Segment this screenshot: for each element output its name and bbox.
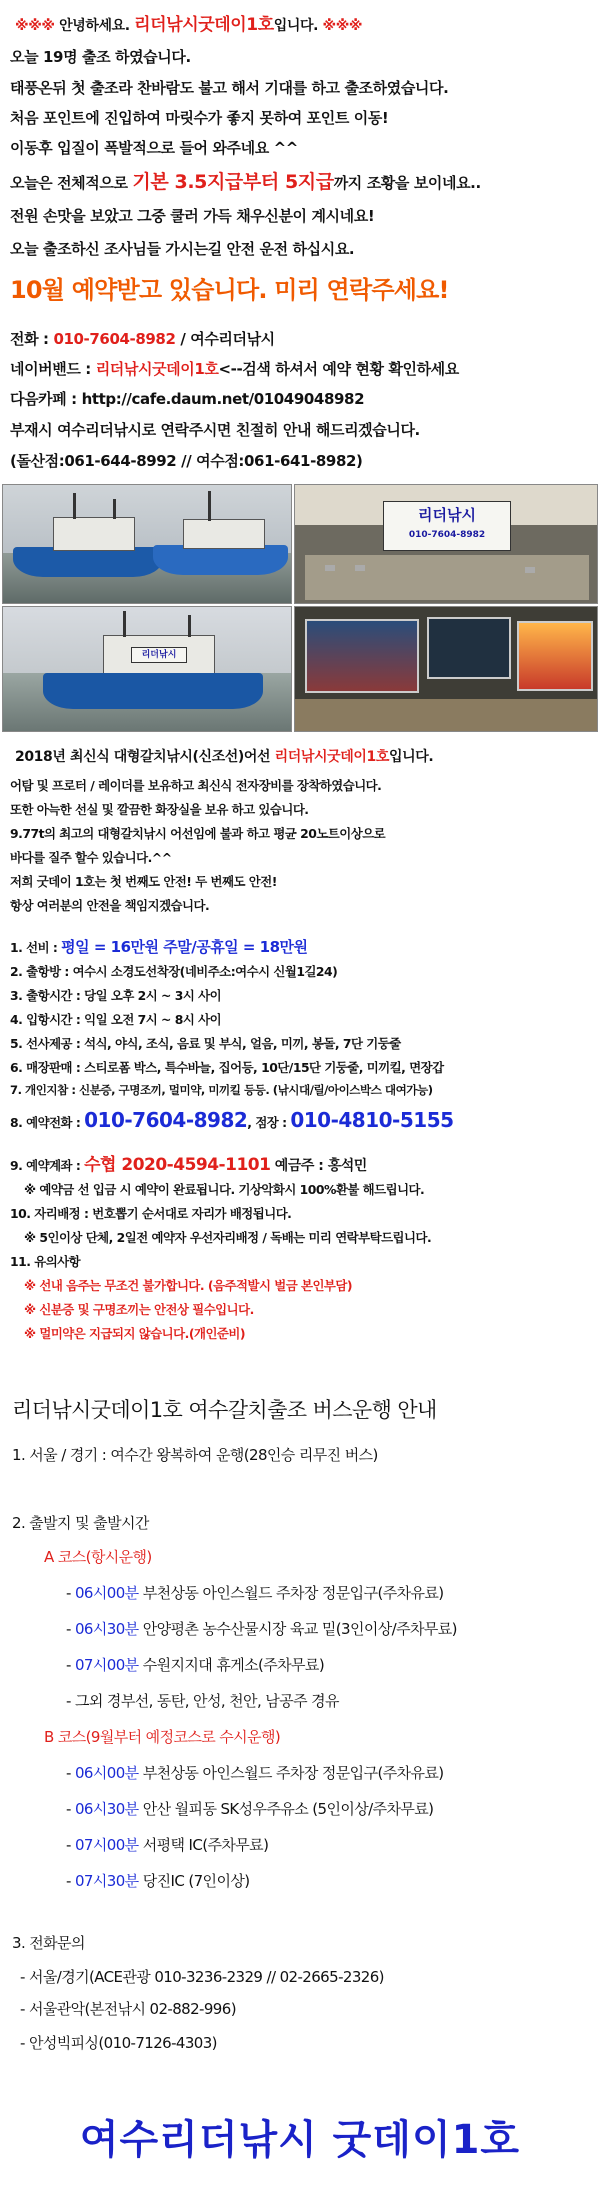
info-departure-time: 3. 출항시간 : 당일 오후 2시 ~ 3시 사이 [10, 988, 222, 1003]
course-b: B 코스(9월부터 예정코스로 수시운행) [44, 1728, 281, 1746]
report-line-6: 전원 손맛을 보았고 그중 쿨러 가득 채우신분이 계시네요! [10, 207, 375, 225]
b-stop-3-place: 서평택 IC(주차무료) [138, 1836, 269, 1854]
b-stop-2-time: 06시30분 [74, 1800, 139, 1818]
boat-dock-sign: 리더낚시 [131, 647, 187, 663]
report-line-5-pre: 오늘은 전체적으로 [10, 174, 133, 192]
booking-notice: 10월 예약받고 있습니다. 미리 연락주세요! [10, 276, 449, 304]
reserve-store-phone[interactable]: 010-4810-5155 [290, 1108, 454, 1132]
greeting-boat-name: 리더낚시굿데이1호 [134, 15, 274, 35]
intro-title-post: 입니다. [389, 749, 434, 765]
b-stop-3-time: 07시00분 [74, 1836, 139, 1854]
intro-title-pre: 2018년 최신식 대형갈치낚시(신조선)어선 [15, 749, 275, 765]
phone-suffix: / 여수리더낚시 [175, 330, 275, 348]
report-line-3: 처음 포인트에 진입하여 마릿수가 좋지 못하여 포인트 이동! [10, 109, 389, 127]
greeting-line [15, 10, 362, 35]
b-stop-4: - 07시30분 당진IC (7인이상) [66, 1872, 250, 1890]
a-stop-2-place: 안양평촌 농수산물시장 육교 밑(3인이상/주차무료) [138, 1620, 457, 1638]
fee-value: 평일 = 16만원 주말/공휴일 = 18만원 [61, 938, 308, 956]
fee-label: 1. 선비 : [10, 940, 62, 955]
photo-bridge-electronics [294, 606, 598, 732]
info-personal: 7. 개인지참 : 신분증, 구명조끼, 멀미약, 미끼킬 등등. (낚시대/릴/아이스박스 대여가능) [10, 1083, 433, 1097]
boat-sign-name: 리더낚시 [418, 506, 476, 524]
caution-1: ※ 선내 음주는 무조건 불가합니다. (음주적발시 벌금 본인부담) [24, 1278, 353, 1293]
intro-line-3: 9.77t의 최고의 대형갈치낚시 어선임에 불과 하고 평균 20노트이상으로 [10, 826, 386, 841]
intro-line-2: 또한 아늑한 선실 및 깔끔한 화장실을 보유 하고 있습니다. [10, 802, 309, 817]
bus-contact-3: - 안성빅피싱(010-7126-4303) [20, 2034, 217, 2052]
greeting-hello: 안녕하세요. [54, 18, 135, 34]
info-departure-place: 2. 출항방 : 여수시 소경도선착장(네비주소:여수시 신월1길24) [10, 964, 338, 979]
info-reserve [10, 1108, 454, 1132]
band-name[interactable]: 리더낚시굿데이1호 [95, 360, 219, 378]
reserve-store-label: , 점장 : [247, 1115, 291, 1130]
report-line-1: 오늘 19명 출조 하였습니다. [10, 48, 191, 66]
footer-title: 여수리더낚시 굿데이1호 [79, 2117, 521, 2163]
bus-contact-2: - 서울관악(본전낚시 02-882-996) [20, 2000, 236, 2018]
bus-contact-1: - 서울/경기(ACE관광 010-3236-2329 // 02-2665-2326) [20, 1968, 384, 1986]
stars-left: ※※※ [15, 18, 55, 34]
photo-boats-harbor [2, 484, 292, 604]
b-stop-3: - 07시00분 서평택 IC(주차무료) [66, 1836, 269, 1854]
intro-title [15, 746, 433, 766]
photo-boat-interior [294, 484, 598, 604]
boat-sign [383, 501, 511, 551]
a-stop-3: - 07시00분 수원지지대 휴게소(주차무료) [66, 1656, 325, 1674]
intro-line-6: 항상 여러분의 안전을 책임지겠습니다. [10, 898, 210, 913]
b-stop-4-time: 07시30분 [74, 1872, 139, 1890]
b-stop-1-time: 06시00분 [74, 1764, 139, 1782]
b-stop-4-place: 당진IC (7인이상) [138, 1872, 250, 1890]
report-line-4: 이동후 입질이 폭발적으로 들어 와주네요 ^^ [10, 139, 298, 157]
b-stop-1: - 06시00분 부천상동 아인스월드 주차장 정문입구(주차유료) [66, 1764, 444, 1782]
bus-item-2: 2. 출발지 및 출발시간 [12, 1514, 149, 1532]
store-numbers: (돌산점:061-644-8992 // 여수점:061-641-8982) [10, 452, 363, 470]
info-return-time: 4. 입항시간 : 익일 오전 7시 ~ 8시 사이 [10, 1012, 222, 1027]
band-suffix: <--검색 하셔서 예약 현황 확인하세요 [218, 360, 459, 378]
seating-note: ※ 5인이상 단체, 2일전 예약자 우선자리배정 / 독배는 미리 연락부탁드립니다. [24, 1230, 432, 1245]
intro-title-name: 리더낚시굿데이1호 [274, 749, 389, 765]
info-fee [10, 936, 308, 957]
caution-title: 11. 유의사항 [10, 1254, 81, 1269]
caution-3: ※ 멀미약은 지급되지 않습니다.(개인준비) [24, 1326, 246, 1341]
account-value: 수협 2020-4594-1101 [84, 1155, 271, 1175]
intro-line-5: 저희 굿데이 1호는 첫 번째도 안전! 두 번째도 안전! [10, 874, 277, 889]
info-seating: 10. 자리배정 : 번호뽑기 순서대로 자리가 배정됩니다. [10, 1206, 292, 1221]
info-shop: 6. 매장판매 : 스티로폼 박스, 특수바늘, 집어등, 10단/15단 기둥줄, 미끼킬, 면장갑 [10, 1060, 444, 1075]
reserve-label: 8. 예약전화 : [10, 1115, 85, 1130]
intro-line-1: 어탐 및 프로터 / 레이더를 보유하고 최신식 전자장비를 장착하였습니다. [10, 778, 382, 793]
b-stop-2-place: 안산 월피동 SK성우주유소 (5인이상/주차무료) [138, 1800, 434, 1818]
a-stop-1: - 06시00분 부천상동 아인스월드 주차장 정문입구(주차유료) [66, 1584, 444, 1602]
report-line-5 [10, 167, 481, 194]
caution-2: ※ 신분증 및 구명조끼는 안전상 필수입니다. [24, 1302, 254, 1317]
a-extra: - 그외 경부선, 동탄, 안성, 천안, 남공주 경유 [66, 1692, 339, 1710]
stars-right: ※※※ [322, 18, 363, 34]
band-label: 네이버밴드 : [10, 360, 96, 378]
phone-line [10, 328, 275, 349]
info-account [10, 1150, 367, 1175]
report-line-5-post: 까지 조황을 보이네요.. [333, 174, 481, 192]
report-line-7: 오늘 출조하신 조사님들 가시는길 안전 운전 하십시요. [10, 240, 355, 258]
a-stop-3-time: 07시00분 [74, 1656, 139, 1674]
b-stop-1-place: 부천상동 아인스월드 주차장 정문입구(주차유료) [138, 1764, 444, 1782]
info-provided: 5. 선사제공 : 석식, 야식, 조식, 음료 및 부식, 얼음, 미끼, 봉돌, 7단 기둥줄 [10, 1036, 401, 1051]
photo-boat-dock [2, 606, 292, 732]
greeting-suffix: 입니다. [273, 18, 323, 34]
account-label: 9. 예약계좌 : [10, 1158, 85, 1173]
band-line [10, 358, 459, 379]
a-stop-1-time: 06시00분 [74, 1584, 139, 1602]
bus-item-1: 1. 서울 / 경기 : 여수간 왕복하여 운행(28인승 리무진 버스) [12, 1446, 378, 1464]
a-stop-1-place: 부천상동 아인스월드 주차장 정문입구(주차유료) [138, 1584, 444, 1602]
cafe-link[interactable]: 다음카페 : http://cafe.daum.net/01049048982 [10, 390, 365, 408]
phone-number[interactable]: 010-7604-8982 [53, 330, 176, 348]
absent-note: 부재시 여수리더낚시로 연락주시면 친절히 안내 해드리겠습니다. [10, 421, 420, 439]
reserve-phone[interactable]: 010-7604-8982 [84, 1108, 248, 1132]
bus-item-3: 3. 전화문의 [12, 1934, 85, 1952]
intro-line-4: 바다를 질주 할수 있습니다.^^ [10, 850, 172, 865]
a-stop-2-time: 06시30분 [74, 1620, 139, 1638]
course-a: A 코스(항시운행) [44, 1548, 152, 1566]
account-holder: 예금주 : 홍석민 [270, 1158, 367, 1174]
report-highlight: 기본 3.5지급부터 5지급 [132, 171, 334, 193]
a-stop-2: - 06시30분 안양평촌 농수산물시장 육교 밑(3인이상/주차무료) [66, 1620, 457, 1638]
deposit-note: ※ 예약금 선 입금 시 예약이 완료됩니다. 기상악화시 100%환불 해드립니다. [24, 1182, 425, 1197]
boat-sign-number: 010-7604-8982 [408, 530, 486, 540]
bus-title: 리더낚시굿데이1호 여수갈치출조 버스운행 안내 [12, 1398, 437, 1422]
a-stop-3-place: 수원지지대 휴게소(주차무료) [138, 1656, 325, 1674]
b-stop-2: - 06시30분 안산 월피동 SK성우주유소 (5인이상/주차무료) [66, 1800, 434, 1818]
phone-label: 전화 : [10, 330, 54, 348]
report-line-2: 태풍온뒤 첫 출조라 찬바람도 불고 해서 기대를 하고 출조하였습니다. [10, 79, 449, 97]
